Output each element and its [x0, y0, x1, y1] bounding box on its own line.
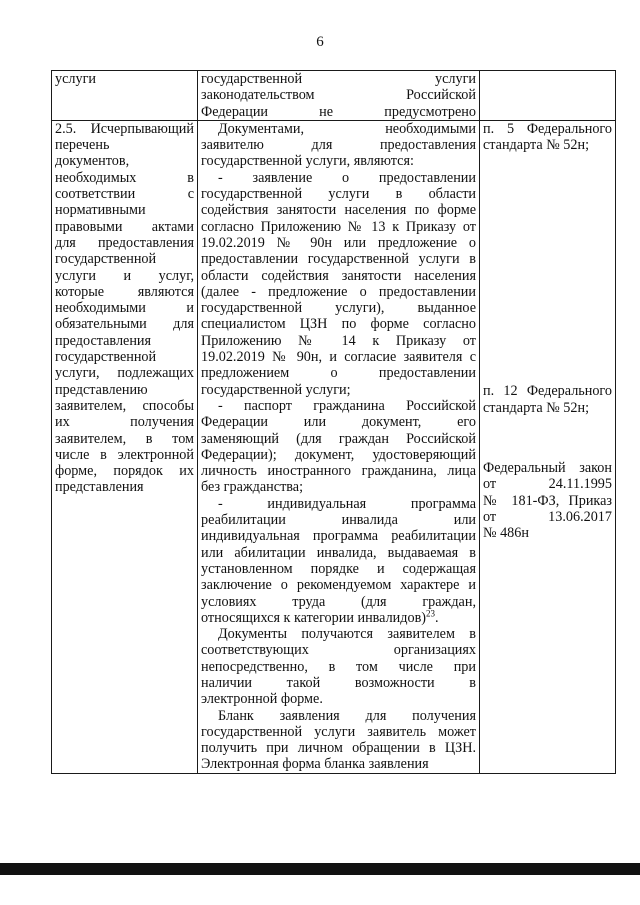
spacer [483, 416, 612, 460]
table-row [52, 71, 616, 121]
text-line: заявителю для предоставления [201, 137, 476, 154]
text-line: согласно Приложению № 13 к Приказу от [201, 218, 476, 235]
text-line: Электронная форма бланка заявления [201, 756, 429, 773]
reference-2 [483, 383, 612, 416]
text-line: Документы получаются заявителем в [218, 626, 476, 643]
text-line: соответствующих организациях [201, 642, 476, 659]
text-line: правовыми актами [55, 218, 194, 235]
text-line [201, 610, 476, 626]
text-line: представлению [55, 381, 148, 398]
text-line: реабилитации инвалида или [201, 512, 476, 529]
text-line: которые являются [55, 283, 194, 300]
text-line: стандарта № 52н; [483, 137, 590, 154]
text-line: наличии такой возможности в [201, 674, 476, 691]
row2-col2 [198, 120, 480, 773]
text-line: для предоставления [55, 234, 194, 251]
text-line: их получения [55, 414, 194, 431]
text-line: форме, порядок их [55, 463, 194, 480]
text-line: государственной услуги [201, 71, 476, 87]
text-line: Документами, необходимыми [218, 120, 476, 137]
text-line: электронной форме. [201, 691, 323, 708]
text-line: государственной [55, 349, 157, 366]
text-line: (далее - предложение о предоставлении [201, 283, 476, 300]
text-line: содействия занятости населения по форме [201, 202, 476, 219]
text-line: от 13.06.2017 [483, 508, 612, 525]
row1-col3 [480, 71, 616, 121]
text-line: стандарта № 52н; [483, 399, 590, 416]
row1-col2 [198, 71, 480, 121]
text-line: заключение о рекомендуемом характере и [201, 577, 476, 594]
text-line: обязательными для [55, 316, 194, 333]
row2-col3 [480, 120, 616, 773]
text-line: государственной услуги заявитель может [201, 723, 476, 740]
text-line: 19.02.2019 № 90н или предложение о [201, 234, 476, 251]
documents-paragraph [201, 121, 476, 398]
text-line: государственной услуги; [201, 381, 351, 398]
text-line: Бланк заявления для получения [218, 707, 476, 724]
text-line: - индивидуальная программа [218, 495, 476, 512]
text-line: государственной услуги в области [201, 186, 476, 203]
regulation-table [51, 70, 616, 774]
text-line: документов, [55, 153, 130, 170]
text-line: представления [55, 479, 144, 496]
received-paragraph [201, 626, 476, 707]
text-line: Федерации); документ, удостоверяющий [201, 446, 476, 463]
text-line: предоставления [55, 332, 152, 349]
text-line: Федерации не предусмотрено [201, 103, 476, 120]
text-line: Федерации или документ, его [201, 414, 476, 431]
text-line: необходимых в [55, 169, 194, 186]
text-line: личность иностранного гражданина, лица [201, 463, 476, 480]
text-line: государственной услуги), выданное [201, 300, 476, 317]
text-line: государственной [55, 251, 157, 268]
text-line: от 24.11.1995 [483, 476, 612, 493]
text-line: - паспорт гражданина Российской [218, 397, 476, 414]
text-line: непосредственно, в том числе при [201, 658, 476, 675]
text-line: услуги [55, 71, 96, 87]
text-line: специалистом ЦЗН по форме согласно [201, 316, 476, 333]
scan-edge-bar [0, 863, 640, 875]
row1-col1 [52, 71, 198, 121]
reference-1 [483, 121, 612, 154]
text-line: заявителем, в том [55, 430, 194, 447]
text-line: государственной услуги, являются: [201, 153, 414, 170]
text-line: 19.02.2019 № 90н, и согласие заявителя с [201, 349, 476, 366]
text-line: заявителем, способы [55, 397, 194, 414]
text-line: области содействия занятости населения [201, 267, 476, 284]
text-line: или абилитации инвалида, выдаваемая в [201, 544, 476, 561]
text-line: перечень [55, 137, 110, 154]
text-line: № 181-ФЗ, Приказ [483, 492, 612, 509]
page-number: 6 [316, 34, 324, 50]
text-line: 2.5. Исчерпывающий [55, 120, 194, 137]
text-line: - заявление о предоставлении [218, 169, 476, 186]
passport-paragraph [201, 398, 476, 496]
text-line: п. 5 Федерального [483, 120, 612, 137]
text-line: установленном порядке и содержащая [201, 560, 476, 577]
text-line-content: относящихся к категории инвалидов) [201, 609, 426, 626]
text-line: предложением о предоставлении [201, 365, 476, 382]
text-line: п. 12 Федерального [483, 383, 612, 400]
text-line: соответствии с [55, 186, 194, 203]
text-line: № 486н [483, 525, 529, 542]
text-line: нормативными [55, 202, 146, 219]
line-end-period: . [435, 609, 439, 626]
blank-form-paragraph [201, 708, 476, 773]
table-row [52, 120, 616, 773]
text-line: предоставлении государственной услуги в [201, 251, 476, 268]
rehabilitation-paragraph [201, 496, 476, 626]
text-line: Федеральный закон [483, 460, 612, 477]
text-line: законодательством Российской [201, 87, 476, 104]
footnote-marker: 23 [426, 608, 435, 619]
text-line: заменяющий (для граждан Российской [201, 430, 476, 447]
text-line: необходимыми и [55, 300, 194, 317]
text-line: получить при личном обращении в ЦЗН. [201, 740, 476, 757]
text-line: индивидуальная программа реабилитации [201, 528, 476, 545]
reference-3 [483, 460, 612, 541]
text-line: услуги, подлежащих [55, 365, 194, 382]
row2-col1 [52, 120, 198, 773]
spacer [483, 153, 612, 383]
text-line: числе в электронной [55, 446, 194, 463]
text-line: услуги и услуг, [55, 267, 194, 284]
text-line: без гражданства; [201, 479, 304, 496]
text-line: условиях труда (для граждан, [201, 593, 476, 610]
text-line: Приложению № 14 к Приказу от [201, 332, 476, 349]
